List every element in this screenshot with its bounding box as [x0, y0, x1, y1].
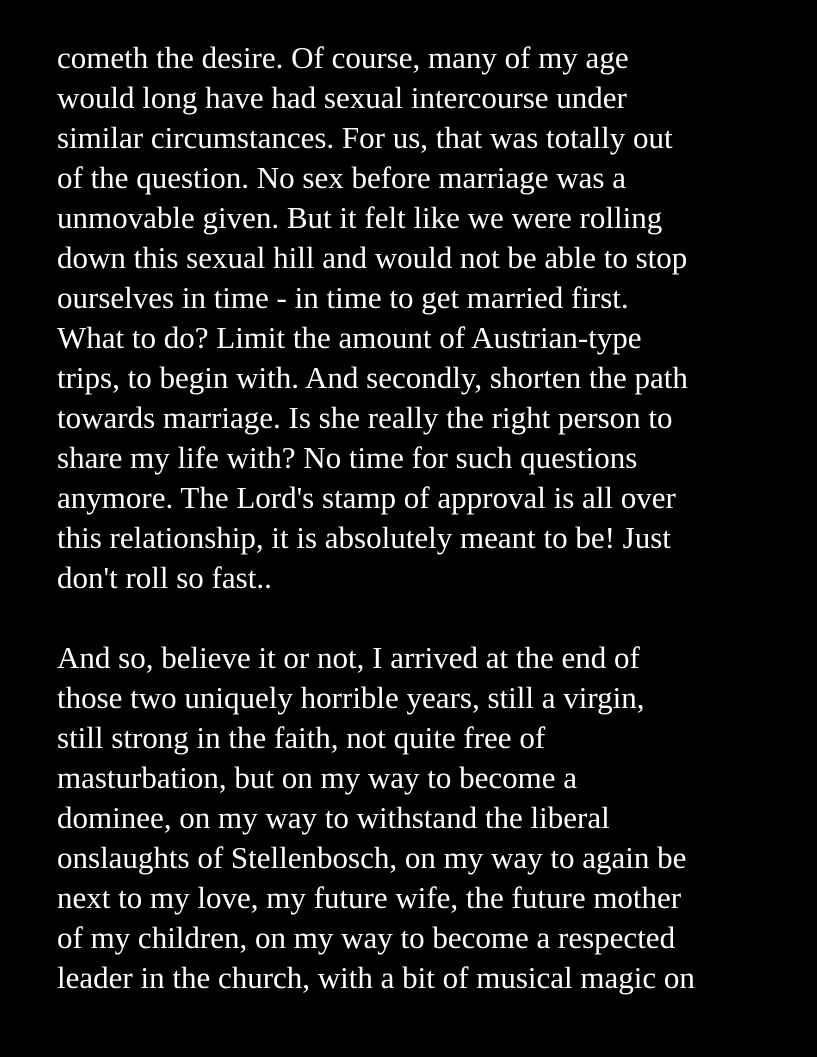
text-line: those two uniquely horrible years, still a virgin, [57, 680, 645, 715]
text-line: share my life with? No time for such questions [57, 440, 638, 475]
text-line: unmovable given. But it felt like we were rolling [57, 200, 663, 235]
text-line: trips, to begin with. And secondly, shorten the path [57, 360, 688, 395]
text-line: dominee, on my way to withstand the liberal [57, 800, 610, 835]
text-line: this relationship, it is absolutely meant to be! Just [57, 520, 671, 555]
text-line: next to my love, my future wife, the future mother [57, 880, 682, 915]
text-line: similar circumstances. For us, that was totally out [57, 120, 673, 155]
text-line: And so, believe it or not, I arrived at the end of [57, 640, 640, 675]
text-line: of my children, on my way to become a respected [57, 920, 676, 955]
text-line: of the question. No sex before marriage was a [57, 160, 626, 195]
text-line: leader in the church, with a bit of musical magic on [57, 960, 695, 995]
text-line: ourselves in time - in time to get married first. [57, 280, 629, 315]
document-text [57, 38, 797, 998]
text-line: onslaughts of Stellenbosch, on my way to again be [57, 840, 687, 875]
text-line: anymore. The Lord's stamp of approval is all over [57, 480, 676, 515]
text-line: would long have had sexual intercourse under [57, 80, 627, 115]
text-line: masturbation, but on my way to become a [57, 760, 577, 795]
paragraph-spacer [57, 598, 797, 638]
paragraph-2 [57, 638, 797, 998]
text-line: What to do? Limit the amount of Austrian-type [57, 320, 642, 355]
text-line: cometh the desire. Of course, many of my age [57, 40, 629, 75]
paragraph-1 [57, 38, 797, 598]
text-line: towards marriage. Is she really the right person to [57, 400, 673, 435]
text-line: still strong in the faith, not quite free of [57, 720, 546, 755]
text-line: don't roll so fast.. [57, 560, 272, 595]
text-line: down this sexual hill and would not be able to stop [57, 240, 688, 275]
